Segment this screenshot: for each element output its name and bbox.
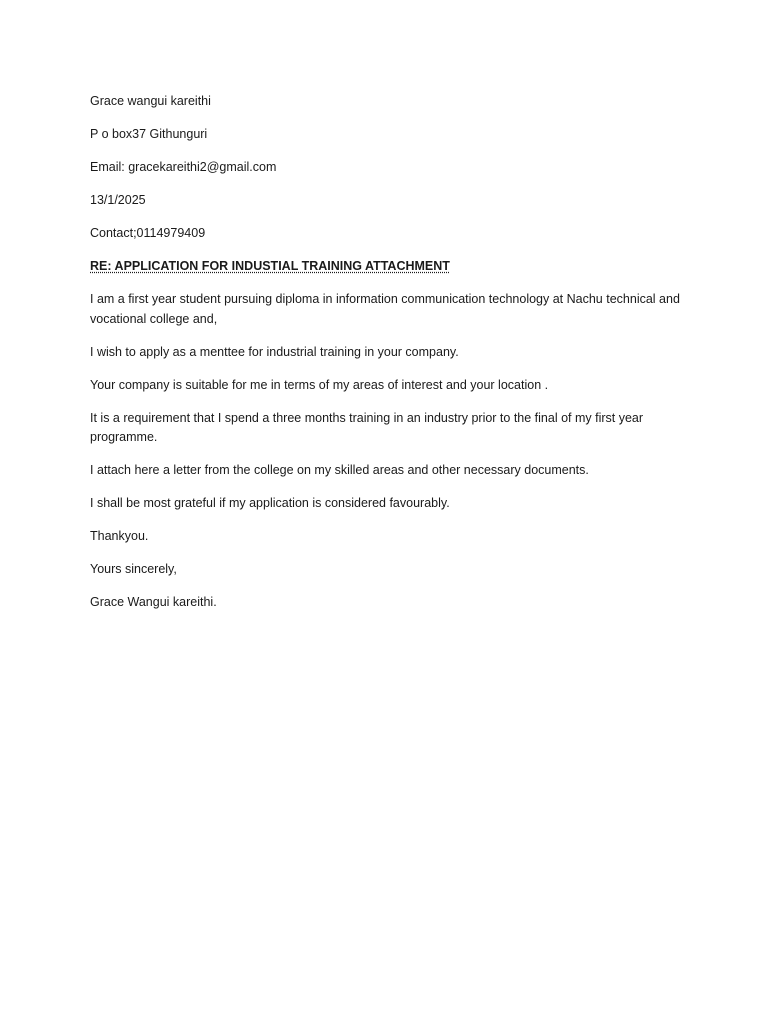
body-paragraph: I shall be most grateful if my application is considered favourably.	[90, 496, 450, 510]
sender-email: Email: gracekareithi2@gmail.com	[90, 160, 277, 174]
body-paragraph: It is a requirement that I spend a three months training in an industry prior to the final of my first year programme.	[90, 410, 644, 444]
sender-contact: Contact;0114979409	[90, 226, 206, 240]
subject-line: RE: APPLICATION FOR INDUSTIAL TRAINING ATTACHMENT	[90, 259, 450, 273]
sender-name: Grace wangui kareithi	[90, 94, 211, 108]
body-paragraph: I am a first year student pursuing diploma in information communication technology at Nachu technical and vocational college and,	[90, 292, 680, 326]
letter-date: 13/1/2025	[90, 193, 146, 207]
body-paragraph: I attach here a letter from the college on my skilled areas and other necessary documents.	[90, 463, 589, 477]
signature-name: Grace Wangui kareithi.	[90, 595, 217, 609]
body-paragraph: Your company is suitable for me in terms of my areas of interest and your location .	[90, 377, 549, 392]
body-paragraph: I wish to apply as a menttee for industrial training in your company.	[90, 344, 459, 359]
closing-signoff: Yours sincerely,	[90, 562, 177, 576]
letter-content	[90, 92, 680, 626]
sender-address: P o box37 Githunguri	[90, 127, 208, 141]
closing-thanks: Thankyou.	[90, 529, 149, 543]
